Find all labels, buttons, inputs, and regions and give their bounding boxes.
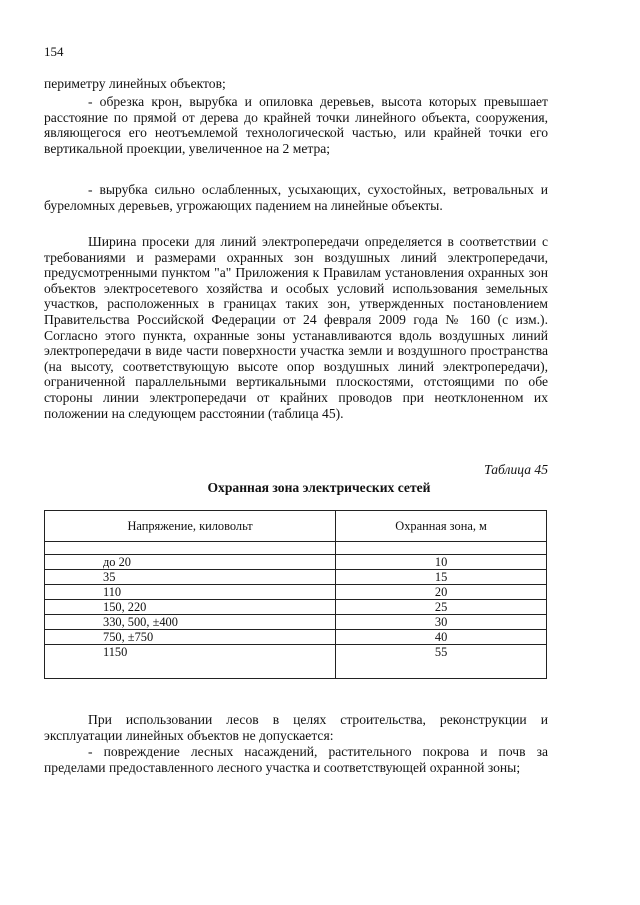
paragraph-top-1: периметру линейных объектов;: [44, 76, 226, 91]
paragraph-top-4: Ширина просеки для линий электропередачи определяется в соответствии с требованиями и размерами охранных зон воздушных линий электропередачи, предусмотренными пунктом "а" Приложения к Правилам установления охранных зон объектов электросетевого хозяйства и особых условий использования земельных участков, расположенных в границах таких зон, утвержденных постановлением Правительства Российской Федерации от 24 февраля 2009 года № 160 (с изм.). Согласно этого пункта, охранные зоны устанавливаются вдоль воздушных линий электропередачи в виде части поверхности участка земли и воздушного пространства (на высоту, соответствующую высоте опор воздушных линий электропередачи), ограниченной параллельными вертикальными плоскостями, отстоящими по обе стороны линии электропередачи от крайних проводов при неотклоненном их положении на следующем расстоянии (таблица 45).: [44, 234, 548, 421]
zone-cell: 20: [336, 585, 547, 600]
paragraph-top-3: - вырубка сильно ослабленных, усыхающих, сухостойных, ветровальных и буреломных деревьев, угрожающих падением на линейные объекты.: [44, 182, 548, 213]
voltage-cell: 35: [45, 570, 336, 585]
table-row: [45, 630, 547, 645]
zone-cell: 10: [336, 555, 547, 570]
table-row: [45, 570, 547, 585]
column-header-voltage: Напряжение, киловольт: [45, 511, 336, 542]
paragraph-bottom-1: При использовании лесов в целях строительства, реконструкции и эксплуатации линейных объектов не допускается:: [44, 712, 548, 743]
voltage-cell: 750, ±750: [45, 630, 336, 645]
table-row: [45, 645, 547, 679]
voltage-cell: 1150: [45, 645, 336, 679]
zone-cell: 55: [336, 645, 547, 679]
table-row: [45, 585, 547, 600]
table-title: Охранная зона электрических сетей: [207, 480, 431, 495]
table-row: [45, 600, 547, 615]
table-spacer-row: [45, 542, 547, 555]
table-row: [45, 615, 547, 630]
column-header-zone: Охранная зона, м: [336, 511, 547, 542]
protection-zone-table: [44, 510, 547, 679]
table-header-row: [45, 511, 547, 542]
paragraph-top-2: - обрезка крон, вырубка и опиловка деревьев, высота которых превышает расстояние по прямой от дерева до крайней точки линейного объекта, сооружения, являющегося его неотъемлемой технологической частью, или крайней точки его вертикальной проекции, увеличенное на 2 метра;: [44, 94, 548, 156]
table-row: [45, 555, 547, 570]
zone-cell: 30: [336, 615, 547, 630]
voltage-cell: до 20: [45, 555, 336, 570]
page-number: 154: [44, 44, 64, 59]
voltage-cell: 330, 500, ±400: [45, 615, 336, 630]
table-caption: Таблица 45: [484, 462, 548, 477]
voltage-cell: 110: [45, 585, 336, 600]
zone-cell: 15: [336, 570, 547, 585]
zone-cell: 40: [336, 630, 547, 645]
paragraph-bottom-2: - повреждение лесных насаждений, растительного покрова и почв за пределами предоставленного лесного участка и соответствующей охранной зоны;: [44, 744, 548, 775]
voltage-cell: 150, 220: [45, 600, 336, 615]
zone-cell: 25: [336, 600, 547, 615]
